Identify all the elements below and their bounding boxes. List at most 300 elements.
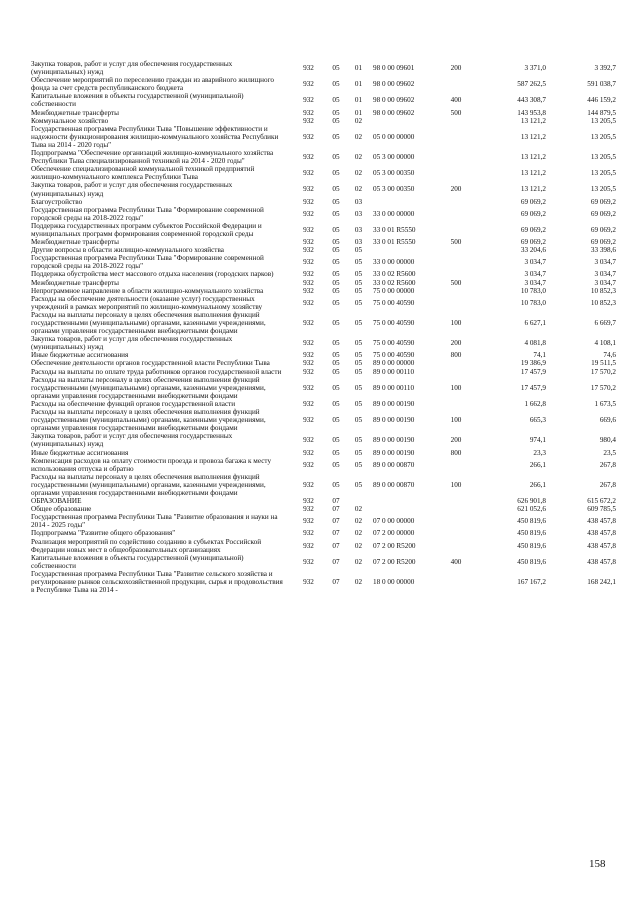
amount-year-1: 266,1 xyxy=(529,480,546,489)
amount-year-1: 13 121,2 xyxy=(520,132,546,141)
budget-table-body xyxy=(31,60,616,594)
section-code: 05 xyxy=(332,80,340,89)
table-row xyxy=(31,60,616,76)
subsection-code: 02 xyxy=(354,578,363,586)
target-article-code: 07 2 00 R5200 xyxy=(373,557,416,566)
amount-year-2: 13 205,5 xyxy=(590,185,616,194)
expense-type-code xyxy=(444,125,468,149)
target-article-code xyxy=(369,246,444,254)
admin-code: 932 xyxy=(303,578,314,586)
target-article-code: 75 0 00 40590 xyxy=(373,351,415,360)
expense-type-code xyxy=(444,505,468,513)
section-code: 05 xyxy=(332,319,340,327)
table-row xyxy=(31,222,616,238)
table-row xyxy=(31,109,616,117)
expense-type-code: 100 xyxy=(450,416,462,425)
section-code: 05 xyxy=(332,278,340,287)
amount-year-1: 23,3 xyxy=(533,448,546,457)
admin-code: 932 xyxy=(303,448,314,457)
table-row xyxy=(31,505,616,513)
admin-code: 932 xyxy=(303,246,314,255)
row-name: Другие вопросы в области жилищно-коммунального хозяйства xyxy=(31,246,224,255)
amount-year-1: 266,1 xyxy=(529,460,546,469)
amount-year-2: 17 570,2 xyxy=(590,367,616,376)
section-code: 05 xyxy=(332,209,340,218)
subsection-code: 05 xyxy=(354,399,363,408)
admin-code: 932 xyxy=(303,286,314,295)
amount-year-1: 587 262,5 xyxy=(517,80,546,89)
amount-year-1: 69 069,2 xyxy=(520,238,546,247)
amount-year-2: 980,4 xyxy=(599,436,616,445)
target-article-code: 07 0 00 00000 xyxy=(373,517,415,526)
subsection-code: 01 xyxy=(354,80,363,89)
target-article-code: 33 0 00 00000 xyxy=(373,258,415,267)
table-row xyxy=(31,311,616,335)
section-code: 05 xyxy=(332,448,340,457)
expense-type-code xyxy=(444,149,468,165)
section-code: 05 xyxy=(332,270,340,279)
subsection-code: 05 xyxy=(354,278,363,287)
amount-year-2: 6 669,7 xyxy=(594,319,616,327)
admin-code: 932 xyxy=(303,319,314,327)
target-article-code: 07 2 00 R5200 xyxy=(373,541,416,550)
section-code: 05 xyxy=(332,460,340,469)
row-name: Расходы на выплаты по оплате труда работников органов государственной власти xyxy=(31,367,282,376)
table-row xyxy=(31,400,616,408)
expense-type-code: 200 xyxy=(450,436,462,445)
target-article-code xyxy=(369,505,444,513)
target-article-code: 89 0 00 00870 xyxy=(373,460,415,469)
amount-year-1: 13 121,2 xyxy=(520,169,546,178)
admin-code: 932 xyxy=(303,197,314,206)
table-row xyxy=(31,279,616,287)
subsection-code xyxy=(348,497,369,505)
target-article-code: 75 0 00 00000 xyxy=(373,286,415,295)
table-row xyxy=(31,149,616,165)
expense-type-code xyxy=(444,222,468,238)
section-code: 07 xyxy=(332,517,340,526)
admin-code: 932 xyxy=(303,399,314,408)
amount-year-1: 450 819,6 xyxy=(517,517,546,526)
table-row xyxy=(31,368,616,376)
table-row xyxy=(31,432,616,448)
amount-year-2: 591 038,7 xyxy=(587,80,616,89)
row-name: Капитальные вложения в объекты государственной (муниципальной) собственности xyxy=(31,553,244,570)
row-name: Расходы на выплаты персоналу в целях обеспечения выполнения функций государственными (муниципальными) органами, казенными учреждениями, органами управления государственными внебюджетными фондами xyxy=(31,472,266,497)
expense-type-code xyxy=(444,570,468,594)
admin-code: 932 xyxy=(303,529,314,538)
section-code: 05 xyxy=(332,383,340,392)
amount-year-2: 3 392,7 xyxy=(594,64,616,73)
target-article-code: 33 0 02 R5600 xyxy=(373,278,416,287)
row-name: Закупка товаров, работ и услуг для обеспечения государственных (муниципальных) нужд xyxy=(31,335,233,352)
target-article-code: 98 0 00 09601 xyxy=(373,64,415,73)
table-row xyxy=(31,125,616,149)
row-name: Иные бюджетные ассигнования xyxy=(31,448,129,457)
expense-type-code: 400 xyxy=(450,557,462,566)
row-name: Закупка товаров, работ и услуг для обеспечения государственных (муниципальных) нужд xyxy=(31,181,233,198)
subsection-code: 05 xyxy=(354,298,363,307)
admin-code: 932 xyxy=(303,153,314,162)
target-article-code: 89 0 00 00000 xyxy=(373,359,415,368)
amount-year-2: 3 034,7 xyxy=(594,258,616,267)
section-code: 05 xyxy=(332,367,340,376)
table-row xyxy=(31,359,616,367)
expense-type-code xyxy=(444,368,468,376)
table-row xyxy=(31,76,616,92)
row-name: Иные бюджетные ассигнования xyxy=(31,351,129,360)
subsection-code: 01 xyxy=(354,108,363,117)
target-article-code xyxy=(369,198,444,206)
subsection-code: 02 xyxy=(354,116,363,125)
subsection-code: 03 xyxy=(354,238,363,247)
amount-year-2: 3 034,7 xyxy=(594,270,616,279)
admin-code: 932 xyxy=(303,351,314,360)
row-name: Государственная программа Республики Тыва "Формирование современной городской среды на 2018-2022 годы" xyxy=(31,205,264,222)
subsection-code: 02 xyxy=(354,541,363,550)
admin-code: 932 xyxy=(303,169,314,178)
admin-code: 932 xyxy=(303,497,314,506)
admin-code: 932 xyxy=(303,258,314,267)
section-code: 05 xyxy=(332,480,340,489)
subsection-code: 05 xyxy=(354,359,363,368)
row-name: Капитальные вложения в объекты государственной (муниципальной) собственности xyxy=(31,92,244,109)
admin-code: 932 xyxy=(303,132,314,141)
row-name: Подпрограмма "Развитие общего образования" xyxy=(31,529,176,538)
amount-year-1: 665,3 xyxy=(529,416,546,425)
section-code: 05 xyxy=(332,436,340,445)
table-row xyxy=(31,513,616,529)
expense-type-code: 200 xyxy=(450,64,462,73)
subsection-code: 02 xyxy=(354,185,363,194)
admin-code: 932 xyxy=(303,339,314,348)
amount-year-2: 267,8 xyxy=(599,460,616,469)
amount-year-1: 74,1 xyxy=(533,351,546,360)
subsection-code: 02 xyxy=(354,557,363,566)
amount-year-2: 13 205,5 xyxy=(590,153,616,162)
table-row xyxy=(31,554,616,570)
section-code: 05 xyxy=(332,96,340,105)
subsection-code: 05 xyxy=(354,448,363,457)
expense-type-code: 500 xyxy=(450,278,462,287)
expense-type-code xyxy=(444,117,468,125)
section-code: 05 xyxy=(332,116,340,125)
amount-year-1: 17 457,9 xyxy=(520,367,546,376)
subsection-code: 05 xyxy=(354,383,363,392)
admin-code: 932 xyxy=(303,436,314,445)
section-code: 05 xyxy=(332,399,340,408)
target-article-code: 33 0 01 R5550 xyxy=(373,225,416,234)
amount-year-1: 69 069,2 xyxy=(520,225,546,234)
amount-year-1: 450 819,6 xyxy=(517,557,546,566)
subsection-code: 05 xyxy=(354,286,363,295)
amount-year-1: 450 819,6 xyxy=(517,541,546,550)
row-name: Межбюджетные трансферты xyxy=(31,108,119,117)
row-name: Расходы на выплаты персоналу в целях обеспечения выполнения функций государственными (муниципальными) органами, казенными учреждениями, органами управления государственными внебюджетными фондами xyxy=(31,310,266,336)
amount-year-2: 438 457,8 xyxy=(587,517,616,526)
amount-year-1: 33 204,6 xyxy=(520,246,546,255)
target-article-code: 89 0 00 00190 xyxy=(373,436,415,445)
table-row xyxy=(31,473,616,497)
expense-type-code xyxy=(444,538,468,554)
target-article-code: 05 3 00 00350 xyxy=(373,185,415,194)
subsection-code: 02 xyxy=(354,517,363,526)
table-row xyxy=(31,449,616,457)
table-row xyxy=(31,529,616,537)
row-name: Поддержка государственных программ субъектов Российской Федерации и муниципальных программ формирования современной городской среды xyxy=(31,221,262,238)
amount-year-2: 4 108,1 xyxy=(594,339,616,348)
expense-type-code xyxy=(444,457,468,473)
expense-type-code xyxy=(444,529,468,537)
section-code: 05 xyxy=(332,169,340,178)
section-code: 05 xyxy=(332,359,340,368)
table-row xyxy=(31,295,616,311)
amount-year-1: 621 052,6 xyxy=(517,505,546,514)
admin-code: 932 xyxy=(303,278,314,287)
amount-year-1: 3 034,7 xyxy=(524,270,546,279)
row-name: Подпрограмма "Обеспечение организаций жилищно-коммунального хозяйства Республики Тыва специализированной техникой на 2014 - 2020 годы" xyxy=(31,149,274,166)
admin-code: 932 xyxy=(303,367,314,376)
amount-year-1: 3 371,0 xyxy=(524,64,546,73)
expense-type-code xyxy=(444,165,468,181)
amount-year-2: 69 069,2 xyxy=(590,225,616,234)
row-name: Коммунальное хозяйство xyxy=(31,116,109,125)
subsection-code: 05 xyxy=(354,351,363,360)
table-row xyxy=(31,570,616,594)
subsection-code: 03 xyxy=(354,225,363,234)
section-code: 05 xyxy=(332,225,340,234)
target-article-code: 05 3 00 00000 xyxy=(373,153,415,162)
admin-code: 932 xyxy=(303,80,314,89)
section-code: 05 xyxy=(332,185,340,194)
amount-year-1: 13 121,2 xyxy=(520,185,546,194)
admin-code: 932 xyxy=(303,270,314,279)
section-code: 07 xyxy=(332,529,340,538)
target-article-code xyxy=(369,117,444,125)
row-name: Компенсация расходов на оплату стоимости проезда и провоза багажа к месту использования отпуска и обратно xyxy=(31,456,272,473)
subsection-code: 05 xyxy=(354,480,363,489)
row-name: Обеспечение деятельности органов государственной власти Республики Тыва xyxy=(31,359,270,368)
amount-year-2: 615 672,2 xyxy=(587,497,616,506)
admin-code: 932 xyxy=(303,505,314,514)
row-name: Межбюджетные трансферты xyxy=(31,238,119,247)
row-name: Общее образование xyxy=(31,505,92,514)
row-name: Обеспечение мероприятий по переселению граждан из аварийного жилищного фонда за счет средств республиканского бюджета xyxy=(31,76,274,93)
row-name: Закупка товаров, работ и услуг для обеспечения государственных (муниципальных) нужд xyxy=(31,432,233,449)
expense-type-code xyxy=(444,246,468,254)
row-name: Закупка товаров, работ и услуг для обеспечения государственных (муниципальных) нужд xyxy=(31,60,233,77)
target-article-code: 98 0 00 09602 xyxy=(373,108,415,117)
section-code: 07 xyxy=(332,497,340,506)
target-article-code: 89 0 00 00870 xyxy=(373,480,415,489)
subsection-code: 05 xyxy=(354,460,363,469)
table-row xyxy=(31,457,616,473)
amount-year-2: 10 852,3 xyxy=(590,298,616,307)
subsection-code: 02 xyxy=(354,529,363,538)
target-article-code: 89 0 00 00110 xyxy=(373,383,415,392)
admin-code: 932 xyxy=(303,298,314,307)
admin-code: 932 xyxy=(303,209,314,218)
amount-year-1: 3 034,7 xyxy=(524,258,546,267)
row-name: ОБРАЗОВАНИЕ xyxy=(31,497,82,506)
target-article-code: 05 0 00 00000 xyxy=(373,132,415,141)
amount-year-1: 10 783,0 xyxy=(520,298,546,307)
subsection-code: 05 xyxy=(354,339,363,348)
expense-type-code xyxy=(444,76,468,92)
expense-type-code: 800 xyxy=(450,351,462,360)
section-code: 05 xyxy=(332,238,340,247)
expense-type-code: 100 xyxy=(450,480,462,489)
expense-type-code xyxy=(444,206,468,222)
expense-type-code: 800 xyxy=(450,448,462,457)
amount-year-2: 1 673,5 xyxy=(594,399,616,408)
target-article-code: 75 0 00 40590 xyxy=(373,319,415,327)
table-row xyxy=(31,408,616,432)
section-code: 05 xyxy=(332,246,340,255)
table-row xyxy=(31,92,616,108)
amount-year-1: 10 783,0 xyxy=(520,286,546,295)
amount-year-2: 69 069,2 xyxy=(590,197,616,206)
table-row xyxy=(31,538,616,554)
subsection-code: 05 xyxy=(354,246,363,255)
target-article-code xyxy=(369,497,444,505)
table-row xyxy=(31,165,616,181)
subsection-code: 01 xyxy=(354,64,363,73)
row-name: Расходы на обеспечение функций органов государственной власти xyxy=(31,399,236,408)
amount-year-2: 144 879,5 xyxy=(587,108,616,117)
section-code: 05 xyxy=(332,298,340,307)
subsection-code: 05 xyxy=(354,270,363,279)
expense-type-code: 200 xyxy=(450,185,462,194)
row-name: Благоустройство xyxy=(31,197,83,206)
target-article-code: 89 0 00 00190 xyxy=(373,448,415,457)
row-name: Расходы на выплаты персоналу в целях обеспечения выполнения функций государственными (муниципальными) органами, казенными учреждениями, органами управления государственными внебюджетными фондами xyxy=(31,375,266,400)
admin-code: 932 xyxy=(303,460,314,469)
table-row xyxy=(31,376,616,400)
admin-code: 932 xyxy=(303,480,314,489)
subsection-code: 05 xyxy=(354,367,363,376)
section-code: 05 xyxy=(332,351,340,360)
amount-year-2: 69 069,2 xyxy=(590,238,616,247)
section-code: 05 xyxy=(332,132,340,141)
amount-year-1: 143 953,8 xyxy=(517,108,546,117)
amount-year-2: 33 398,6 xyxy=(590,246,616,255)
amount-year-2: 267,8 xyxy=(599,480,616,489)
target-article-code: 75 0 00 40590 xyxy=(373,339,415,348)
amount-year-1: 13 121,2 xyxy=(520,153,546,162)
row-name: Межбюджетные трансферты xyxy=(31,278,119,287)
amount-year-2: 438 457,8 xyxy=(587,557,616,566)
subsection-code: 02 xyxy=(354,132,363,141)
subsection-code: 03 xyxy=(354,197,363,206)
admin-code: 932 xyxy=(303,359,314,368)
section-code: 07 xyxy=(332,541,340,550)
amount-year-1: 4 081,8 xyxy=(524,339,546,348)
table-row xyxy=(31,181,616,197)
admin-code: 932 xyxy=(303,383,314,392)
table-row xyxy=(31,270,616,278)
table-row xyxy=(31,351,616,359)
subsection-code: 02 xyxy=(354,169,363,178)
table-row xyxy=(31,497,616,505)
amount-year-2: 69 069,2 xyxy=(590,209,616,218)
row-name: Государственная программа Республики Тыва "Развитие сельского хозяйства и регулирование рынков сельскохозяйственной продукции, сырья и продовольствия в Республике Тыва на 2014 - xyxy=(31,569,283,595)
target-article-code: 18 0 00 00000 xyxy=(373,578,415,586)
expense-type-code xyxy=(444,295,468,311)
target-article-code: 33 0 02 R5600 xyxy=(373,270,416,279)
subsection-code: 02 xyxy=(354,505,363,514)
target-article-code: 07 2 00 00000 xyxy=(373,529,415,538)
subsection-code: 05 xyxy=(354,416,363,425)
amount-year-1: 974,1 xyxy=(529,436,546,445)
admin-code: 932 xyxy=(303,108,314,117)
row-name: Государственная программа Республики Тыва "Развитие образования и науки на 2014 - 2025 годы" xyxy=(31,513,278,530)
expense-type-code xyxy=(444,254,468,270)
row-name: Реализация мероприятий по содействию созданию в субъектах Российской Федерации новых мест в общеобразовательных организациях xyxy=(31,537,262,554)
amount-year-1: 626 901,8 xyxy=(517,497,546,506)
amount-year-2: 19 511,5 xyxy=(591,359,616,368)
target-article-code: 33 0 01 R5550 xyxy=(373,238,416,247)
expense-type-code: 400 xyxy=(450,96,462,105)
section-code: 05 xyxy=(332,64,340,73)
row-name: Государственная программа Республики Тыва "Повышение эффективности и надежности функционирования жилищно-коммунального хозяйства Республики Тыва на 2014 - 2020 годы" xyxy=(31,124,279,149)
admin-code: 932 xyxy=(303,541,314,550)
target-article-code: 89 0 00 00190 xyxy=(373,399,415,408)
expense-type-code xyxy=(444,198,468,206)
amount-year-2: 446 159,2 xyxy=(587,96,616,105)
expense-type-code xyxy=(444,497,468,505)
amount-year-2: 17 570,2 xyxy=(590,383,616,392)
section-code: 05 xyxy=(332,258,340,267)
target-article-code: 89 0 00 00110 xyxy=(373,367,415,376)
amount-year-1: 13 121,2 xyxy=(520,116,546,125)
target-article-code: 98 0 00 09602 xyxy=(373,96,415,105)
row-name: Государственная программа Республики Тыва "Формирование современной городской среды на 2018-2022 годы" xyxy=(31,254,264,271)
subsection-code: 01 xyxy=(354,96,363,105)
admin-code: 932 xyxy=(303,96,314,105)
table-row xyxy=(31,246,616,254)
table-row xyxy=(31,287,616,295)
amount-year-1: 69 069,2 xyxy=(520,209,546,218)
target-article-code: 89 0 00 00190 xyxy=(373,416,415,425)
amount-year-2: 13 205,5 xyxy=(590,169,616,178)
amount-year-2: 10 852,3 xyxy=(590,286,616,295)
subsection-code: 05 xyxy=(354,436,363,445)
expense-type-code: 500 xyxy=(450,108,462,117)
admin-code: 932 xyxy=(303,517,314,526)
amount-year-1: 69 069,2 xyxy=(520,197,546,206)
expense-type-code xyxy=(444,287,468,295)
expense-type-code xyxy=(444,270,468,278)
admin-code: 932 xyxy=(303,238,314,247)
page-number: 158 xyxy=(589,858,606,870)
amount-year-2: 609 785,5 xyxy=(587,505,616,514)
amount-year-2: 13 205,5 xyxy=(590,116,616,125)
section-code: 05 xyxy=(332,286,340,295)
section-code: 07 xyxy=(332,505,340,514)
row-name: Обеспечение специализированной коммунальной техникой предприятий жилищно-коммунального комплекса Республики Тыва xyxy=(31,165,255,182)
amount-year-2: 438 457,8 xyxy=(587,541,616,550)
expense-type-code: 100 xyxy=(450,319,462,327)
amount-year-2: 23,5 xyxy=(603,448,616,457)
target-article-code: 05 3 00 00350 xyxy=(373,169,415,178)
section-code: 05 xyxy=(332,416,340,425)
amount-year-2: 168 242,1 xyxy=(587,578,616,586)
table-row xyxy=(31,117,616,125)
row-name: Расходы на выплаты персоналу в целях обеспечения выполнения функций государственными (муниципальными) органами, казенными учреждениями, органами управления государственными внебюджетными фондами xyxy=(31,408,266,433)
admin-code: 932 xyxy=(303,116,314,125)
section-code: 07 xyxy=(332,578,340,586)
